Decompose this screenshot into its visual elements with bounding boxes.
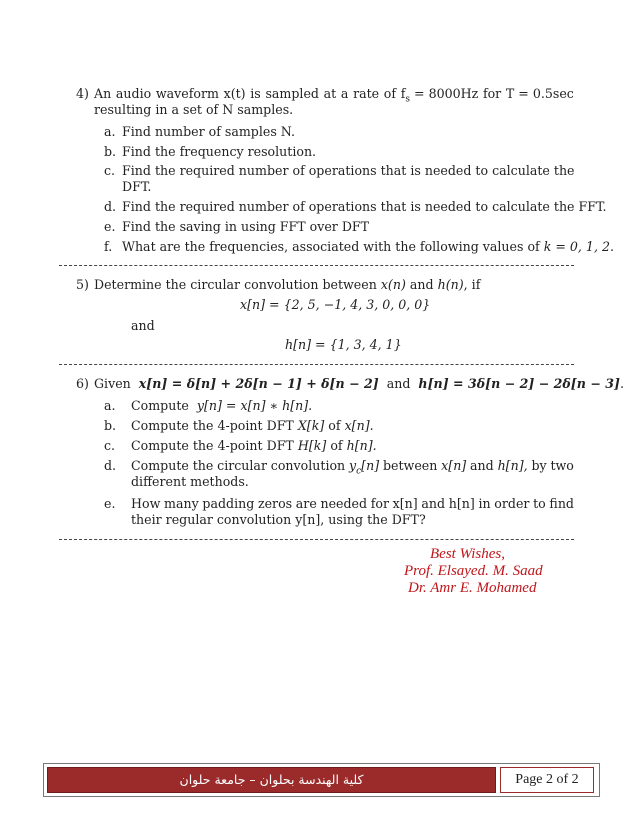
q6-item-e: How many padding zeros are needed for x[n] and h[n] in order to find bbox=[131, 496, 574, 511]
q4-word: for bbox=[482, 86, 502, 101]
q5-and-word: and bbox=[131, 318, 155, 333]
q4-item-letter: e. bbox=[104, 219, 116, 234]
q6-item-letter: d. bbox=[104, 458, 117, 473]
q4-number: 4) bbox=[76, 86, 89, 101]
q6-h-expression: h[n] = 3δ[n − 2] − 2δ[n − 3] bbox=[418, 376, 620, 391]
q4-word: sampled bbox=[265, 86, 319, 101]
q4-word: An bbox=[94, 86, 112, 101]
q6-item-c: Compute the 4-point DFT H[k] of h[n]. bbox=[131, 438, 377, 453]
q6-item-d-cont: different methods. bbox=[131, 474, 249, 489]
q4-word: at bbox=[323, 86, 337, 101]
q4-item-e: Find the saving in using FFT over DFT bbox=[122, 219, 370, 234]
q5-number: 5) bbox=[76, 277, 89, 292]
q4-duration: T = 0.5sec bbox=[505, 86, 574, 101]
q6-item-e-cont: their regular convolution y[n], using the DFT? bbox=[131, 512, 426, 527]
page-footer bbox=[43, 763, 600, 797]
q6-item-b: Compute the 4-point DFT X[k] of x[n]. bbox=[131, 418, 374, 433]
q6-item-a: Compute y[n] = x[n] ∗ h[n]. bbox=[131, 398, 313, 413]
q4-item-letter: b. bbox=[104, 144, 117, 159]
q4-item-c: Find the required number of operations that is needed to calculate the bbox=[122, 163, 575, 178]
q4-item-b: Find the frequency resolution. bbox=[122, 144, 317, 159]
footer-page-number: Page 2 of 2 bbox=[500, 767, 594, 793]
q4-item-a: Find number of samples N. bbox=[122, 124, 296, 139]
q6-given: Given x[n] = δ[n] + 2δ[n − 1] + δ[n − 2] and h[n] = 3δ[n − 2] − 2δ[n − 3]. bbox=[94, 376, 624, 391]
q4-word: x(t) bbox=[223, 86, 246, 101]
q4-word: a bbox=[340, 86, 349, 101]
q4-word: is bbox=[250, 86, 261, 101]
q4-item-letter: a. bbox=[104, 124, 116, 139]
q4-word: waveform bbox=[155, 86, 219, 101]
q4-item-f bbox=[122, 239, 614, 255]
q4-item-c-cont: DFT. bbox=[122, 179, 152, 194]
q6-x-expression: x[n] = δ[n] + 2δ[n − 1] + δ[n − 2] bbox=[138, 376, 379, 391]
signature-professor: Prof. Elsayed. M. Saad bbox=[404, 563, 543, 579]
q4-word: audio bbox=[115, 86, 152, 101]
q6-item-d: Compute the circular convolution $y_c[n]$ between x[n] and h[n], by two bbox=[131, 458, 574, 477]
q4-sampling-rate: $f_s = 8000Hz$ bbox=[400, 86, 479, 105]
q5-statement: Determine the circular convolution between x(n) and h(n), if bbox=[94, 277, 481, 292]
signature-greeting: Best Wishes, bbox=[430, 546, 505, 562]
q5-x-sequence: x[n] = {2, 5, −1, 4, 3, 0, 0, 0} bbox=[240, 297, 431, 312]
q4-item-f-text: What are the frequencies, associated with the following values of bbox=[122, 239, 540, 254]
q6-number: 6) bbox=[76, 376, 89, 391]
q4-word: of bbox=[383, 86, 397, 101]
footer-faculty-name: كلية الهندسة بحلوان – جامعة حلوان bbox=[47, 767, 496, 793]
q4-item-d: Find the required number of operations that is needed to calculate the FFT. bbox=[122, 199, 607, 214]
signature-doctor: Dr. Amr E. Mohamed bbox=[408, 580, 537, 596]
q6-item-letter: c. bbox=[104, 438, 116, 453]
separator-dashed bbox=[59, 364, 574, 365]
q4-item-letter: f. bbox=[104, 239, 113, 254]
q6-item-letter: e. bbox=[104, 496, 116, 511]
q5-h-sequence: h[n] = {1, 3, 4, 1} bbox=[285, 337, 402, 352]
q4-item-letter: d. bbox=[104, 199, 117, 214]
q4-word: rate bbox=[353, 86, 380, 101]
q4-item-letter: c. bbox=[104, 163, 116, 178]
q6-item-letter: b. bbox=[104, 418, 117, 433]
separator-dashed bbox=[59, 539, 574, 540]
q4-item-f-math: k = 0, 1, 2. bbox=[543, 239, 614, 254]
q6-item-letter: a. bbox=[104, 398, 116, 413]
q4-line2: resulting in a set of N samples. bbox=[94, 102, 294, 117]
separator-dashed bbox=[59, 265, 574, 266]
